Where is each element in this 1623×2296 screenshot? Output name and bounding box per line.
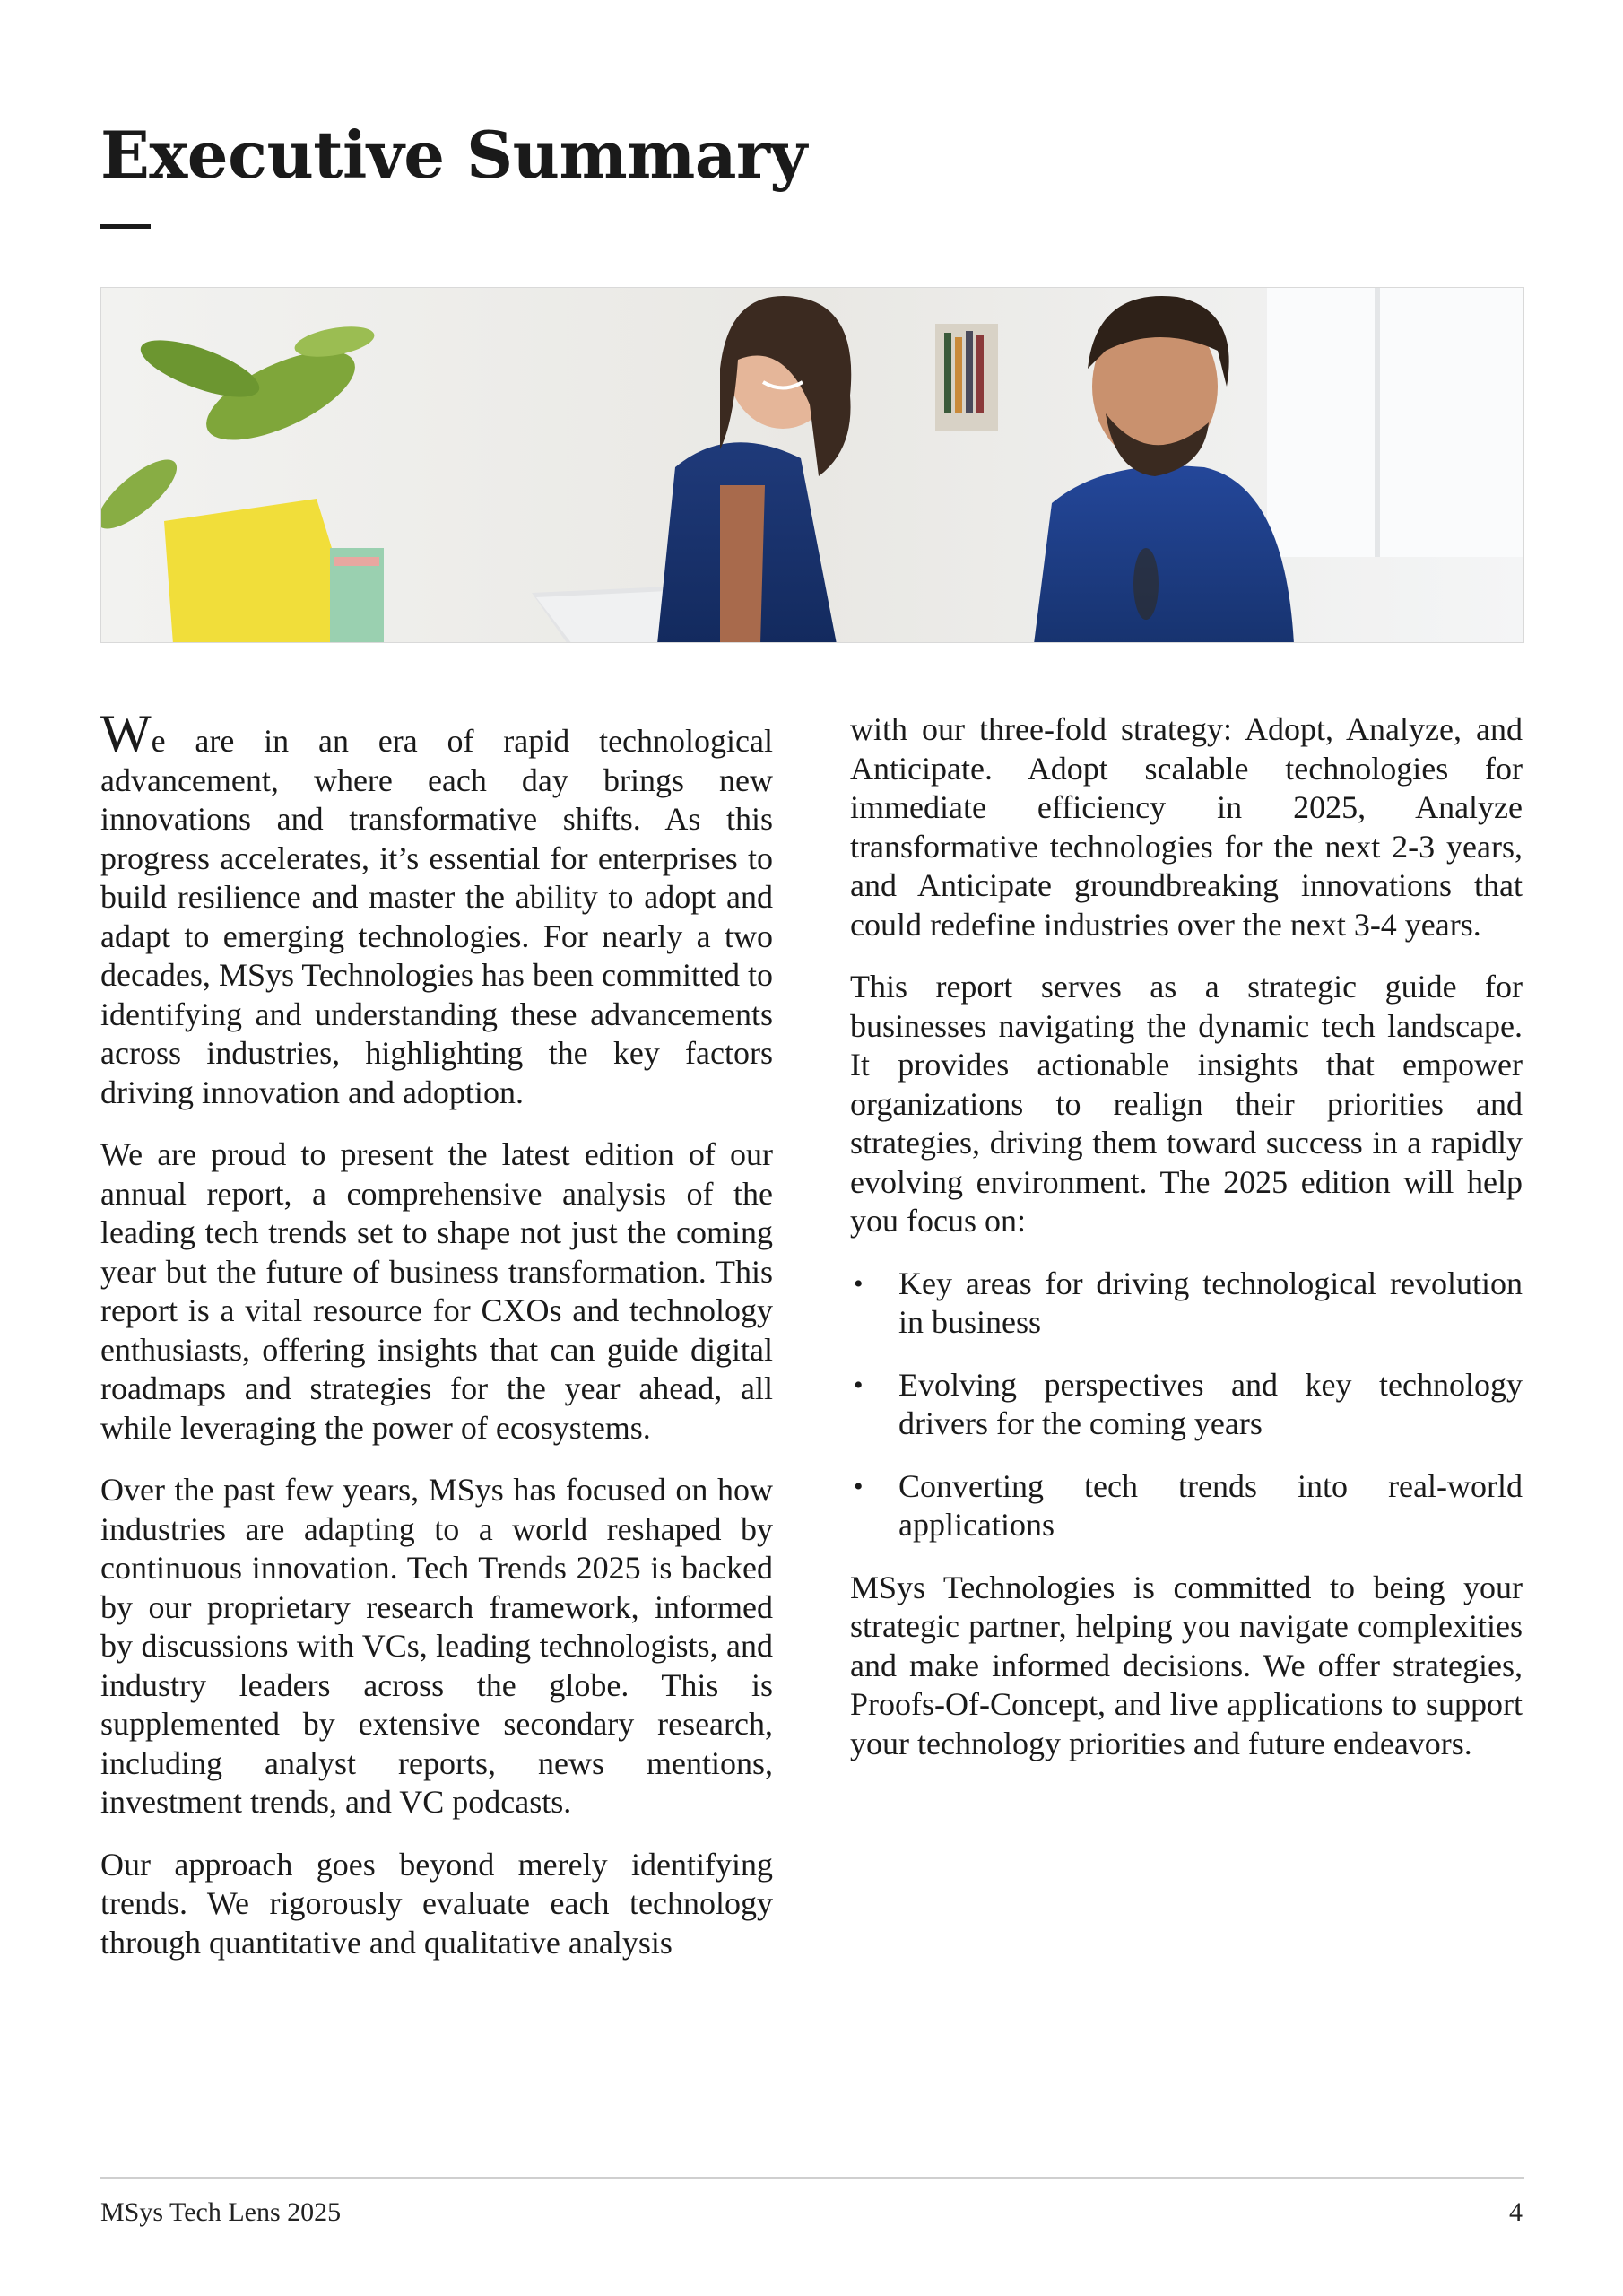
intro-paragraph-text: e are in an era of rapid technological advancement, where each day brings new innovations and transformative shifts. As this progress accelerates, it’s essential for enterprises to build resilience and master the ability to adopt and adapt to emerging technologies. For nearly a two decades, MSys Technologies has been committed to identifying and understanding these advancements across industries, highlighting the key factors driving innovation and adoption. <box>100 723 773 1110</box>
left-column <box>100 704 773 1986</box>
drop-cap: W <box>100 704 152 763</box>
list-item-text: Key areas for driving technological revolution in business <box>898 1265 1523 1340</box>
bullet-icon: • <box>854 1370 864 1400</box>
page-title: Executive Summary <box>100 117 807 193</box>
focus-list <box>850 1265 1523 1545</box>
partner-paragraph: MSys Technologies is committed to being your strategic partner, helping you navigate complexities and make informed decisions. We offer strategies, Proofs-Of-Concept, and live applications to support your technology priorities and future endeavors. <box>850 1569 1523 1761</box>
bullet-icon: • <box>854 1268 864 1299</box>
approach-paragraph: Our approach goes beyond merely identifying trends. We rigorously evaluate each technology through quantitative and qualitative analysis <box>100 1846 773 1961</box>
intro-paragraph <box>100 704 773 1112</box>
footer-divider <box>100 2177 1524 2179</box>
strategy-paragraph: with our three-fold strategy: Adopt, Analyze, and Anticipate. Adopt scalable technologies for immediate efficiency in 2025, Analyze transformative technologies for the next 2-3 years, and Anticipate groundbreaking innovations that could redefine industries over the next 3-4 years. <box>850 711 1523 943</box>
research-paragraph: Over the past few years, MSys has focused on how industries are adapting to a world reshaped by continuous innovation. Tech Trends 2025 is backed by our proprietary research framework, informed by discussions with VCs, leading technologists, and industry leaders across the globe. This is supplemented by extensive secondary research, including analyst reports, news mentions, investment trends, and VC podcasts. <box>100 1472 773 1820</box>
list-item <box>850 1366 1523 1444</box>
bullet-icon: • <box>854 1471 864 1501</box>
footer-publication: MSys Tech Lens 2025 <box>100 2197 342 2227</box>
page-number: 4 <box>1509 2197 1523 2227</box>
list-item-text: Converting tech trends into real-world applications <box>898 1467 1523 1543</box>
list-item <box>850 1467 1523 1545</box>
title-underline <box>100 224 151 229</box>
hero-image <box>100 287 1524 643</box>
guide-paragraph: This report serves as a strategic guide for businesses navigating the dynamic tech landscape. It provides actionable insights that empower organizations to realign their priorities and strategies, driving them toward success in a rapidly evolving environment. The 2025 edition will help you focus on: <box>850 969 1523 1239</box>
list-item-text: Evolving perspectives and key technology drivers for the coming years <box>898 1366 1523 1441</box>
list-item <box>850 1265 1523 1343</box>
people-working-laptop-photo-icon <box>101 288 1524 643</box>
report-paragraph: We are proud to present the latest edition of our annual report, a comprehensive analysis of the leading tech trends set to shape not just the coming year but the future of business transformation. This report is a vital resource for CXOs and technology enthusiasts, offering insights that can guide digital roadmaps and strategies for the year ahead, all while leveraging the power of ecosystems. <box>100 1136 773 1446</box>
right-column <box>850 710 1523 1787</box>
